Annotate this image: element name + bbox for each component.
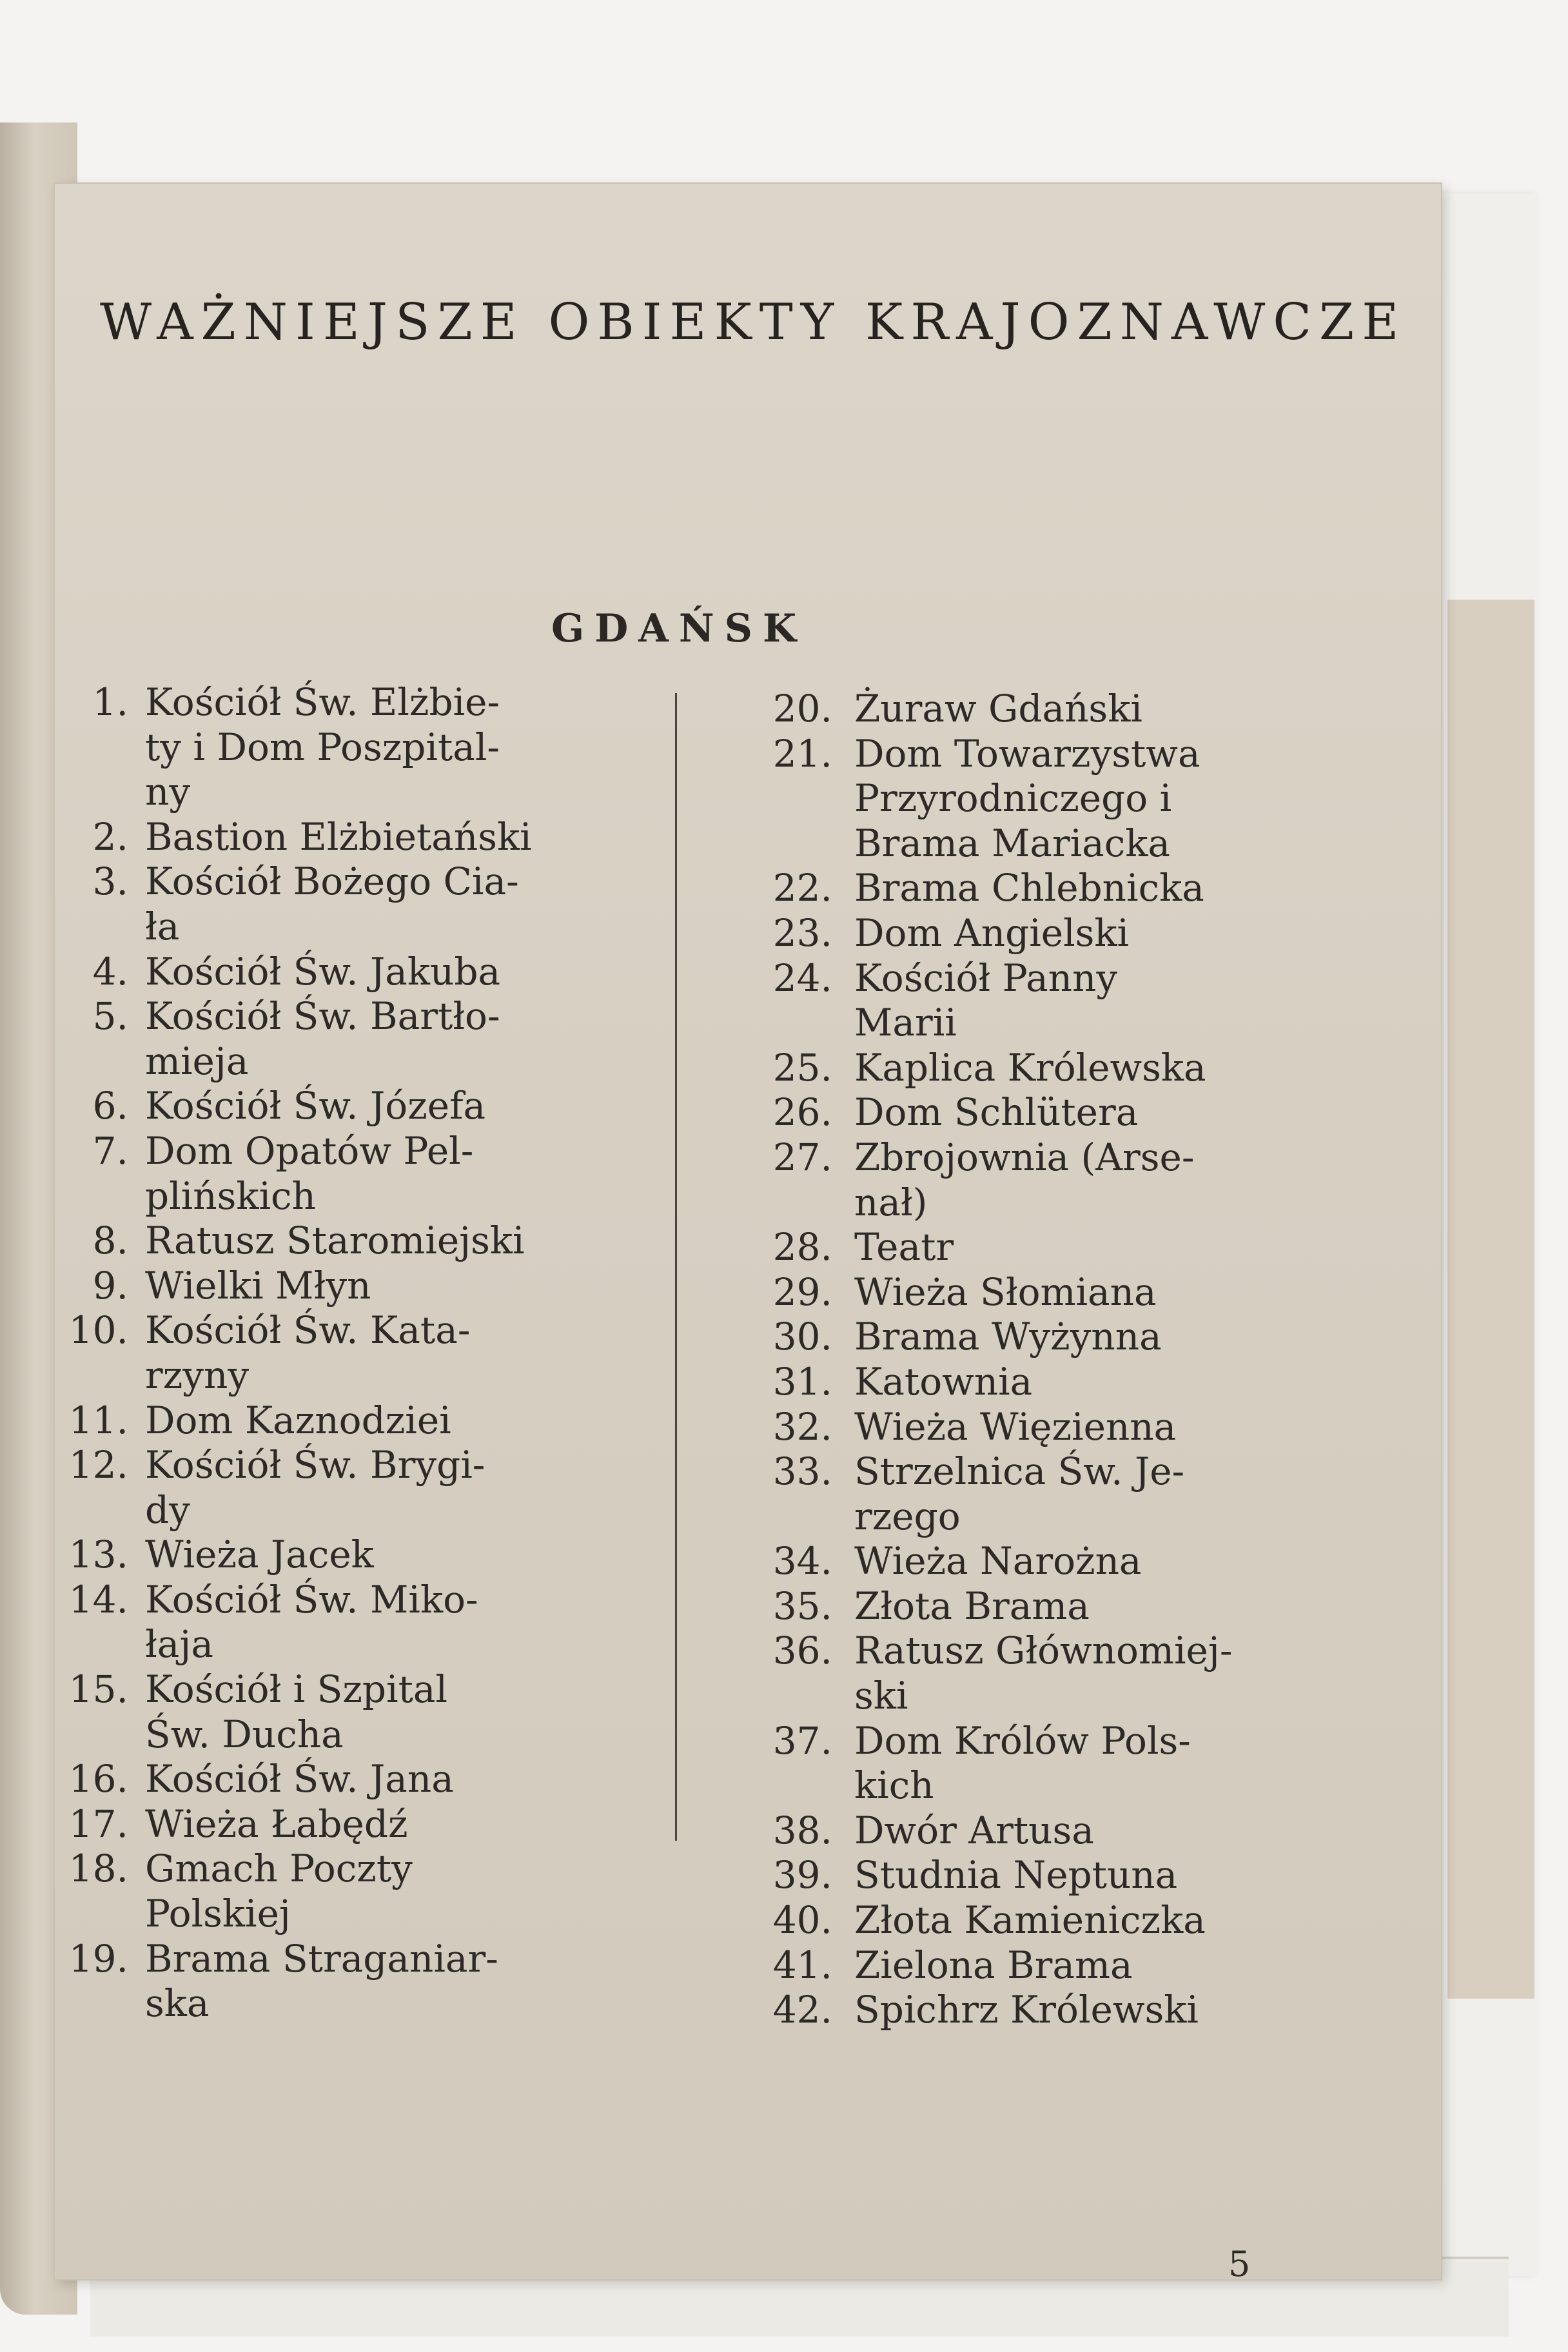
item-name-line: Polskiej	[145, 1892, 291, 1936]
list-item	[725, 1046, 1331, 1091]
list-item	[55, 1264, 629, 1309]
list-item	[725, 1853, 1331, 1898]
list-item	[725, 1898, 1331, 1943]
list-item	[55, 1847, 629, 1936]
item-name	[145, 950, 629, 995]
item-name-line: Wieża Narożna	[854, 1539, 1142, 1583]
item-name-line: Ratusz Głównomiej-	[854, 1629, 1233, 1673]
item-name	[145, 815, 629, 860]
item-name	[854, 1988, 1331, 2033]
item-name	[145, 1802, 629, 1847]
item-name	[145, 1667, 629, 1757]
objects-list-right	[725, 687, 1331, 2033]
item-name	[145, 1847, 629, 1936]
item-name	[854, 1090, 1331, 1135]
item-name-line: łaja	[145, 1622, 213, 1667]
item-name-line: Dom Opatów Pel-	[145, 1128, 474, 1173]
item-name-line: Wielki Młyn	[145, 1263, 371, 1308]
objects-list-left	[55, 680, 629, 2026]
item-name	[145, 1264, 629, 1309]
list-item	[725, 1539, 1331, 1584]
list-item	[725, 1315, 1331, 1360]
item-name	[145, 994, 629, 1084]
item-name	[854, 732, 1331, 867]
list-item	[55, 1398, 629, 1444]
item-name	[145, 859, 629, 949]
item-name-line: ty i Dom Poszpital-	[145, 725, 500, 769]
section-title: GDAŃSK	[551, 606, 807, 651]
item-number: 4.	[92, 949, 128, 994]
item-name-line: nał)	[854, 1180, 928, 1224]
item-name	[854, 1898, 1331, 1943]
list-item	[55, 680, 629, 815]
item-name-line: Wieża Łabędź	[145, 1801, 408, 1846]
item-number: 20.	[772, 687, 832, 730]
item-number: 39.	[772, 1853, 832, 1897]
item-number: 33.	[772, 1449, 832, 1494]
item-name-line: Wieża Jacek	[145, 1533, 374, 1577]
item-name-line: Bastion Elżbietański	[145, 814, 532, 859]
item-number: 31.	[772, 1359, 832, 1404]
item-name	[854, 1135, 1331, 1225]
item-name-line: Zielona Brama	[854, 1943, 1133, 1987]
item-number: 7.	[92, 1128, 128, 1173]
item-number: 15.	[68, 1667, 128, 1712]
list-item	[55, 950, 629, 995]
item-name-line: ski	[854, 1674, 908, 1718]
item-name	[854, 1449, 1331, 1539]
page-number: 5	[1228, 2244, 1251, 2284]
list-item	[725, 866, 1331, 911]
item-name-line: Przyrodniczego i	[854, 776, 1172, 821]
item-number: 13.	[68, 1533, 128, 1577]
list-item	[55, 1667, 629, 1757]
item-name	[854, 1270, 1331, 1315]
item-name-line: dy	[145, 1487, 190, 1532]
item-name-line: Dom Kaznodziei	[145, 1398, 451, 1442]
item-number: 24.	[772, 956, 832, 1000]
list-item	[55, 815, 629, 860]
item-number: 9.	[92, 1263, 128, 1308]
item-name-line: Wieża Więzienna	[854, 1404, 1177, 1449]
list-item	[725, 1584, 1331, 1629]
item-name	[854, 1853, 1331, 1898]
list-item	[725, 1808, 1331, 1854]
list-item	[725, 956, 1331, 1046]
item-number: 12.	[68, 1443, 128, 1487]
item-name-line: rzego	[854, 1494, 961, 1538]
item-name-line: Złota Kamieniczka	[854, 1898, 1206, 1943]
item-number: 19.	[68, 1936, 128, 1981]
item-name	[854, 1405, 1331, 1450]
page-title: WAŻNIEJSZE OBIEKTY KRAJOZNAWCZE	[100, 293, 1407, 351]
item-name-line: mieja	[145, 1039, 249, 1083]
item-name-line: Dom Angielski	[854, 910, 1130, 955]
item-number: 18.	[68, 1847, 128, 1891]
list-item	[55, 994, 629, 1084]
item-name-line: Kościół Św. Józefa	[145, 1084, 486, 1128]
list-item	[725, 1360, 1331, 1405]
item-name-line: Marii	[854, 1001, 957, 1045]
list-item	[55, 1443, 629, 1533]
item-number: 8.	[92, 1219, 128, 1263]
item-name-line: Kościół Panny	[854, 956, 1118, 1000]
item-number: 28.	[772, 1225, 832, 1269]
list-item	[725, 1270, 1331, 1315]
item-name-line: Kościół Św. Elżbie-	[145, 680, 500, 724]
item-name-line: Kościół Św. Jana	[145, 1757, 454, 1801]
item-name-line: Ratusz Staromiejski	[145, 1219, 525, 1263]
item-number: 38.	[772, 1808, 832, 1852]
item-name	[854, 1046, 1331, 1091]
item-name-line: Spichrz Królewski	[854, 1988, 1199, 2032]
item-name-line: Kościół Św. Jakuba	[145, 949, 501, 994]
item-number: 35.	[772, 1583, 832, 1628]
item-number: 10.	[68, 1308, 128, 1353]
item-name-line: Kościół Św. Bartło-	[145, 994, 500, 1039]
item-number: 32.	[772, 1404, 832, 1449]
item-name	[854, 1584, 1331, 1629]
item-name-line: Teatr	[854, 1225, 954, 1269]
item-name	[145, 1219, 629, 1264]
item-name-line: Św. Ducha	[145, 1712, 344, 1756]
item-name	[145, 1084, 629, 1129]
list-item	[725, 1405, 1331, 1450]
item-name-line: Studnia Neptuna	[854, 1853, 1178, 1897]
item-name	[145, 1398, 629, 1444]
item-name-line: Dom Królów Pols-	[854, 1718, 1191, 1763]
item-name	[854, 687, 1331, 732]
item-number: 1.	[92, 680, 128, 724]
item-name-line: Dom Schlütera	[854, 1090, 1139, 1135]
item-name-line: Gmach Poczty	[145, 1847, 413, 1891]
item-number: 3.	[92, 859, 128, 904]
list-item	[725, 1629, 1331, 1718]
item-name-line: Brama Chlebnicka	[854, 866, 1204, 910]
list-item	[55, 1533, 629, 1578]
item-name	[854, 1225, 1331, 1270]
item-number: 36.	[772, 1629, 832, 1673]
item-name-line: Złota Brama	[854, 1583, 1090, 1628]
item-name	[854, 1808, 1331, 1854]
item-number: 16.	[68, 1757, 128, 1801]
item-number: 21.	[772, 731, 832, 776]
item-name-line: Brama Mariacka	[854, 821, 1170, 865]
item-name-line: ła	[145, 904, 180, 948]
item-number: 26.	[772, 1090, 832, 1135]
item-number: 40.	[772, 1898, 832, 1943]
item-name-line: Zbrojownia (Arse-	[854, 1135, 1195, 1179]
item-name-line: Wieża Słomiana	[854, 1269, 1157, 1314]
item-name	[854, 1539, 1331, 1584]
list-item	[55, 1578, 629, 1667]
list-item	[55, 1757, 629, 1802]
item-name-line: ny	[145, 770, 191, 814]
column-divider	[675, 693, 677, 1841]
item-number: 23.	[772, 910, 832, 955]
item-number: 25.	[772, 1045, 832, 1090]
list-item	[725, 732, 1331, 867]
item-number: 30.	[772, 1315, 832, 1359]
back-paper-band	[1447, 600, 1534, 1999]
item-name-line: Kościół Św. Miko-	[145, 1577, 478, 1622]
item-name	[145, 1757, 629, 1802]
item-number: 27.	[772, 1135, 832, 1179]
list-item	[55, 1308, 629, 1398]
item-number: 17.	[68, 1801, 128, 1846]
item-name	[145, 1443, 629, 1533]
list-item	[725, 687, 1331, 732]
list-item	[55, 1129, 629, 1219]
list-item	[725, 1225, 1331, 1270]
item-name	[145, 1129, 629, 1219]
list-item	[725, 1988, 1331, 2033]
item-name	[854, 1629, 1331, 1718]
item-number: 29.	[772, 1269, 832, 1314]
item-number: 14.	[68, 1577, 128, 1622]
item-name-line: plińskich	[145, 1173, 316, 1218]
list-item	[55, 1802, 629, 1847]
item-name-line: kich	[854, 1763, 934, 1808]
item-name-line: Katownia	[854, 1359, 1033, 1404]
item-name	[145, 1533, 629, 1578]
item-name	[145, 1308, 629, 1398]
item-name-line: Kościół i Szpital	[145, 1667, 448, 1712]
book-page	[55, 184, 1441, 2284]
item-name-line: Strzelnica Św. Je-	[854, 1449, 1185, 1494]
item-name	[854, 1719, 1331, 1808]
item-name-line: Brama Wyżynna	[854, 1315, 1162, 1359]
item-name-line: rzyny	[145, 1353, 250, 1397]
item-name-line: Dom Towarzystwa	[854, 731, 1200, 776]
item-number: 6.	[92, 1084, 128, 1128]
list-item	[725, 1090, 1331, 1135]
item-name-line: Dwór Artusa	[854, 1808, 1094, 1852]
item-name-line: Kościół Św. Kata-	[145, 1308, 471, 1353]
item-name	[854, 911, 1331, 956]
item-number: 2.	[92, 814, 128, 859]
item-number: 11.	[68, 1398, 128, 1442]
item-name	[854, 1360, 1331, 1405]
item-name	[854, 1315, 1331, 1360]
list-item	[55, 859, 629, 949]
item-name	[854, 1943, 1331, 1988]
item-name-line: Kościół Bożego Cia-	[145, 859, 519, 904]
item-name	[145, 1578, 629, 1667]
item-number: 5.	[92, 994, 128, 1039]
list-item	[55, 1937, 629, 2026]
item-name-line: Kaplica Królewska	[854, 1045, 1206, 1090]
item-name	[854, 956, 1331, 1046]
list-item	[725, 1135, 1331, 1225]
list-item	[725, 911, 1331, 956]
item-name	[145, 680, 629, 815]
item-number: 34.	[772, 1539, 832, 1583]
list-item	[725, 1449, 1331, 1539]
list-item	[725, 1943, 1331, 1988]
item-number: 37.	[772, 1718, 832, 1763]
item-name	[145, 1937, 629, 2026]
item-name-line: Kościół Św. Brygi-	[145, 1443, 485, 1487]
item-name-line: Żuraw Gdański	[854, 687, 1142, 730]
item-name-line: Brama Straganiar-	[145, 1936, 498, 1981]
list-item	[55, 1084, 629, 1129]
item-number: 41.	[772, 1943, 832, 1987]
list-item	[55, 1219, 629, 1264]
item-number: 42.	[772, 1988, 832, 2032]
list-item	[725, 1719, 1331, 1808]
item-name-line: ska	[145, 1981, 210, 2026]
item-name	[854, 866, 1331, 911]
item-number: 22.	[772, 866, 832, 910]
